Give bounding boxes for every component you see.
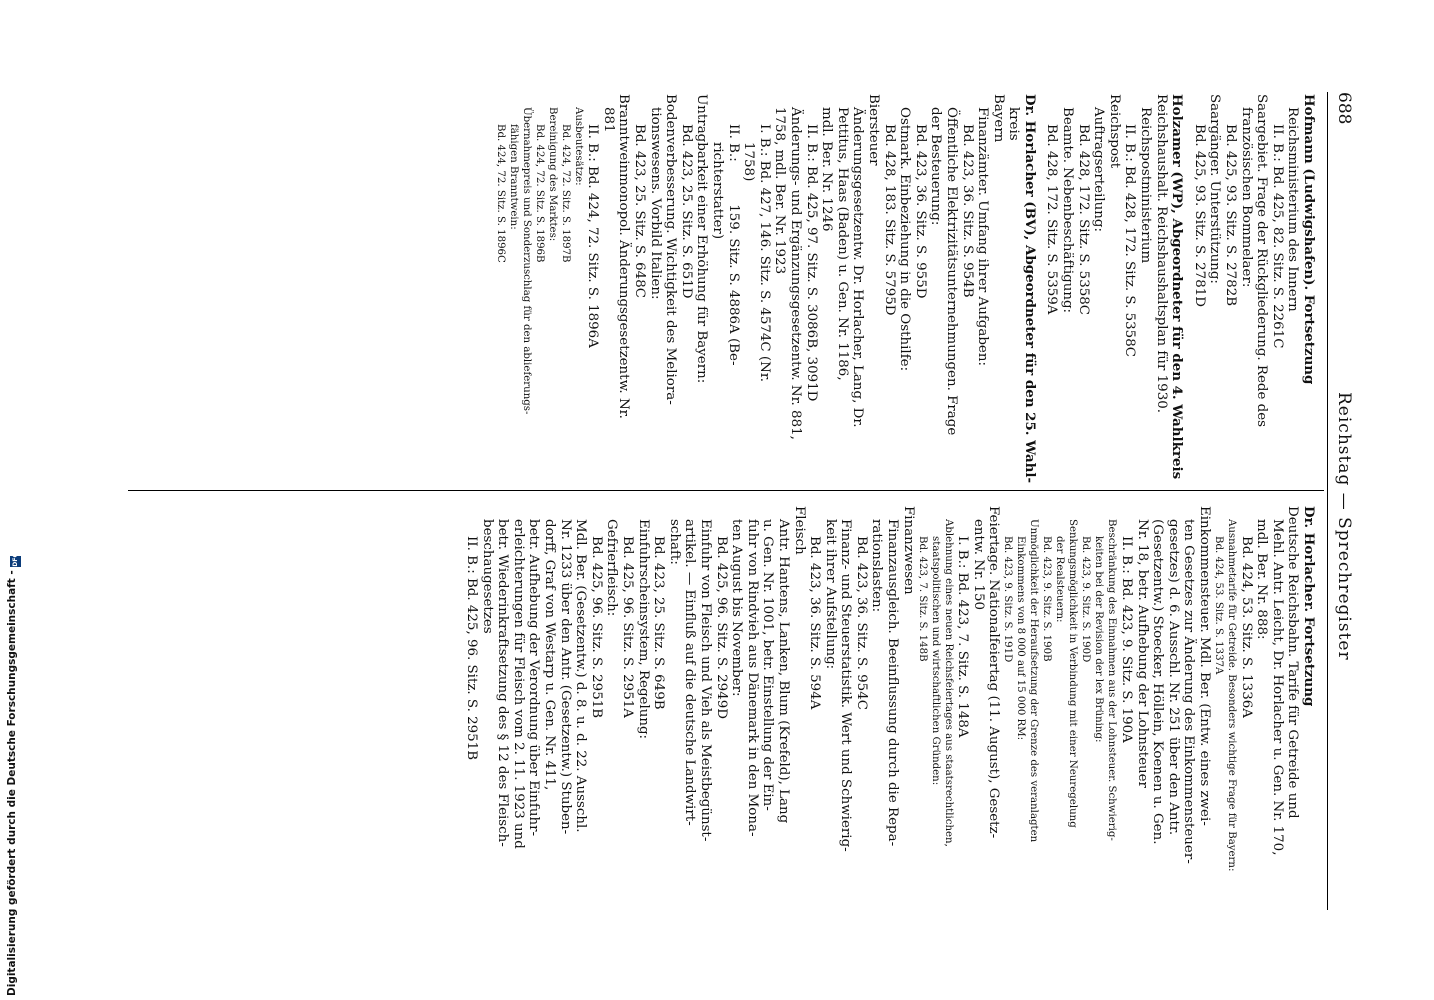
register-entry-line: 881 xyxy=(600,107,616,133)
register-entry-line: Holzamer (WP), Abgeordneter für den 4. Wahlkreis xyxy=(1169,94,1186,480)
header-rule xyxy=(1327,92,1328,910)
register-entry-line: (Gesetzentw.) Stoecker, Höllein, Koenen u. Gen. xyxy=(1150,519,1166,845)
register-entry-line: Bd. 424, 72. Sitz. S. 1896B xyxy=(533,124,545,263)
register-entry-line: Antr. Hantens, Lanken, Blum (Krefeld), Lang xyxy=(775,519,791,824)
register-entry-line: Saargebiet. Frage der Rückgliederung. Rede des xyxy=(1254,94,1270,428)
register-entry-line: dorff, Graf von Westarp u. Gen. Nr. 411, xyxy=(542,519,558,791)
register-entry-line: Bd. 425, 96. Sitz. S. 2951A xyxy=(620,536,635,718)
register-entry-line: Gefrierfleisch: xyxy=(604,519,620,617)
register-entry-line: Bd. 423, 7. Sitz. S. 148B xyxy=(916,536,928,662)
register-entry-line: Bd. 425, 96. Sitz. S. 2951B xyxy=(588,536,604,719)
register-entry-line: 1758, mdl. Ber. Nr. 1923 xyxy=(772,107,788,275)
register-entry-line: Einfuhr von Fleisch und Vieh als Meistbegünst- xyxy=(697,519,713,842)
register-entry-line: Bd. 423, 9. Sitz. S. 190D xyxy=(1080,536,1092,663)
left-column xyxy=(494,94,1316,484)
register-entry-line: mdl. Ber. Nr. 1246 xyxy=(819,107,835,232)
register-entry-line: Bd. 423, 36. Sitz. S. 954B xyxy=(959,124,975,298)
register-entry-line: II. B.: Bd. 425, 82. Sitz. S. 2261C xyxy=(1269,124,1285,349)
register-entry-line: Übernahmepreis und Sonderzuschlag für den ablieferungs- xyxy=(520,107,532,415)
register-entry-line: französischen Bommelaer: xyxy=(1238,107,1254,288)
register-entry-line: Bereinigung des Marktes: xyxy=(546,107,558,242)
register-entry-line: betr. Wiederinkraftsetzung des § 12 des Fleisch- xyxy=(495,519,511,847)
register-entry-line: entw. Nr. 150 xyxy=(970,519,986,611)
register-entry-line: Finanzämter. Umfang ihrer Aufgaben: xyxy=(975,107,991,366)
register-entry-line: schaft: xyxy=(666,519,682,565)
register-entry-line: Reichspost xyxy=(1106,94,1122,169)
register-entry-line: Bd. 423, 9. Sitz. S. 190B xyxy=(1041,536,1053,662)
register-entry-line: Finanz- und Steuerstatistik. Wert und Schwierig- xyxy=(838,519,854,852)
funding-text: Digitalisierung gefördert durch die Deutsche Forschungsgemeinschaft - xyxy=(6,570,18,996)
register-entry-line: Hofmann (Ludwigshafen). Fortsetzung xyxy=(1301,94,1317,385)
register-entry-line: der Realsteuern: xyxy=(1054,536,1066,623)
register-entry-line: kreis xyxy=(1006,107,1022,141)
register-entry-line: der Besteuerung: xyxy=(928,107,944,226)
register-entry-line: Bd. 423, 25. Sitz. S. 651D xyxy=(678,124,694,299)
register-entry-line: Bd. 424, 53. Sitz. S. 1337A xyxy=(1213,536,1225,675)
register-entry-line: Bodenverbesserung. Wichtigkeit des Meliora- xyxy=(663,94,679,405)
register-entry-line xyxy=(1184,94,1191,484)
register-entry-line: Reichshaushalt. Reichshaushaltsplan für 1930. xyxy=(1153,94,1169,413)
running-title: Reichstag — Sprechregister xyxy=(1334,392,1354,661)
register-entry-line: II. B.: Bd. 425, 96. Sitz. S. 2951B xyxy=(464,536,480,761)
register-entry-line: Ausnahmetarife für Getreide. Besonders wichtige Frage für Bayern: xyxy=(1226,519,1238,872)
register-entry-line: Nr. 1233 über den Antr. (Gesetzentw.) Stuben- xyxy=(557,519,573,835)
register-entry-line: Fleisch xyxy=(791,506,807,555)
register-entry-line: II. B.: 159. Sitz. S. 4886A (Be- xyxy=(725,124,741,366)
register-entry-line: fuhr von Rindvieh aus Dänemark in den Mona- xyxy=(744,519,760,837)
register-entry-line: I. B.: Bd. 427, 146. Sitz. S. 4574C (Nr. xyxy=(756,124,772,383)
register-entry-line: Bd. 428, 183. Sitz. S. 5795D xyxy=(881,124,897,316)
page-header xyxy=(1330,92,1354,910)
register-entry-line: Auftragserteilung: xyxy=(1091,107,1107,232)
register-entry-line: Saargänger. Unterstützung: xyxy=(1207,94,1223,284)
register-entry-line: Einkommens von 8 000 auf 15 000 RM: xyxy=(1015,536,1027,741)
register-entry-line: Bd. 428, 172. Sitz. S. 5358C xyxy=(1075,124,1091,316)
register-entry-line: Bd. 425, 93. Sitz. S. 2782B xyxy=(1223,124,1239,307)
register-entry-line: Bd. 423, 36. Sitz. S. 954C xyxy=(853,536,869,710)
register-entry-line: Feiertage. Nationalfeiertag (11. August), Gesetz- xyxy=(986,506,1002,839)
register-entry-line: Bayern xyxy=(990,94,1006,143)
register-entry-line: Reichsministerium des Innern xyxy=(1285,107,1301,312)
register-entry-line: II. B.: Bd. 423, 9. Sitz. S. 190A xyxy=(1119,536,1135,743)
register-entry-line: 1758) xyxy=(741,142,757,182)
register-entry-line: Bd. 423, 25. Sitz. S. 649B xyxy=(651,536,667,710)
register-entry-line: II. B.: Bd. 425, 97. Sitz. S. 3086B, 3091D xyxy=(803,124,819,402)
register-entry-line: Bd. 424, 72. Sitz. S. 1896C xyxy=(494,124,506,263)
register-entry-line: Mehl. Antr. Leicht, Dr. Horlacher u. Gen. Nr. 170, xyxy=(1269,519,1285,856)
register-entry-line: Änderungs- und Ergänzungsgesetzentw. Nr. 881, xyxy=(788,107,803,440)
register-entry-line: II. B.: Bd. 428, 172. Sitz. S. 5358C xyxy=(1122,124,1138,357)
register-entry-line: rationslasten: xyxy=(869,519,885,613)
register-entry-line: Reichspostministerium xyxy=(1138,107,1154,264)
register-entry-line: Einfuhrscheinsystem, Regelung: xyxy=(635,519,651,740)
column-divider xyxy=(128,490,1324,491)
register-entry-line: Finanzwesen xyxy=(900,506,916,595)
register-entry-line: Bd. 423, 9. Sitz. S. 191D xyxy=(1002,536,1014,663)
register-entry-line: Bd. 423, 36. Sitz. S. 594A xyxy=(807,536,823,710)
register-entry-line: richterstatter) xyxy=(710,142,726,240)
register-entry-line: Deutsche Reichsbahn. Tarife für Getreide und xyxy=(1285,506,1301,819)
register-entry-line: Dr. Horlacher. Fortsetzung xyxy=(1301,506,1317,707)
register-entry-line: Biersteuer xyxy=(865,94,881,166)
register-entry-line: keit ihrer Aufstellung: xyxy=(822,519,838,670)
register-entry-line: Nr. 18, betr. Aufhebung der Lohnsteuer xyxy=(1134,519,1150,788)
register-entry-line: Ausbeutesätze: xyxy=(572,107,584,186)
register-entry-line: Einkommensteuer. Mdl. Ber. (Entw. eines zwei- xyxy=(1197,506,1213,826)
register-entry-line: artikel. — Einfluß auf die deutsche Landwirt- xyxy=(682,519,698,826)
register-entry-line: Ostmark. Einbeziehung in die Osthilfe: xyxy=(897,107,913,372)
register-entry-line: Unmöglichkeit der Heraufsetzung der Grenze des veranlagten xyxy=(1028,519,1040,843)
register-entry-line: Senkungsmöglichkeit in Verbindung mit einer Neuregelung xyxy=(1067,519,1079,828)
register-entry-line: Branntweinmonopol. Änderungsgesetzentw. Nr. xyxy=(616,94,632,419)
register-entry-line: betr. Aufhebung der Verordnung über Einfuhr- xyxy=(526,519,542,837)
register-entry-line: Beschränkung des Einnahmen aus der Lohnsteuer. Schwierig- xyxy=(1106,519,1118,841)
register-entry-line: Bd. 423, 36. Sitz. S. 955D xyxy=(912,124,928,299)
register-entry-line: Mdl. Ber. (Gesetzentw.) d. 8. u. d. 22. Ausschl. xyxy=(573,519,589,833)
register-entry-line: Pettitus, Haas (Baden) u. Gen. Nr. 1186, xyxy=(834,107,850,381)
register-entry-line: Beamte. Nebenbeschäftigung: xyxy=(1060,107,1076,314)
register-entry-line: Bd. 428, 172. Sitz. S. 5359A xyxy=(1044,124,1060,315)
register-entry-line: ten August bis November: xyxy=(729,519,745,697)
register-entry-line: Bd. 423, 25. Sitz. S. 648C xyxy=(632,124,648,298)
register-entry-line: Untragbarkeit einer Erhöhung für Bayern: xyxy=(694,94,710,384)
register-entry-line: erleichterungen für Fleisch vom 2. 11. 1923 und xyxy=(510,519,526,849)
dfg-logo-icon: DFG xyxy=(12,552,19,567)
register-entry-line: II. B.: Bd. 424, 72. Sitz. S. 1896A xyxy=(585,124,601,348)
register-entry-line: Dr. Horlacher (BV), Abgeordneter für den 25. Wahl- xyxy=(1021,94,1038,484)
register-entry-line: fähigen Branntwein: xyxy=(507,124,519,230)
register-entry-line: Bd. 425, 93. Sitz. S. 2781D xyxy=(1191,124,1207,307)
register-entry-line: Ablehnung eines neuen Reichsfeiertages aus staatsrechtlichen, xyxy=(942,519,954,847)
register-entry-line: keiten bei der Revision der lex Brüning: xyxy=(1093,536,1105,743)
right-column xyxy=(463,506,1316,896)
register-entry-line: gesetzes) d. 6. Ausschl. Nr. 251 über den Antr. xyxy=(1165,519,1181,836)
register-entry-line: Öffentliche Elektrizitätsunternehmungen. Frage xyxy=(943,107,959,436)
register-entry-line: Finanzausgleich. Beeinflussung durch die Repa- xyxy=(885,519,901,847)
register-entry-line: u. Gen. Nr. 1001, betr. Einstellung der Ein- xyxy=(760,519,776,811)
register-entry-line xyxy=(1037,94,1044,484)
register-entry-line: tionswesens. Vorbild Italien: xyxy=(647,107,663,300)
page-number: 688 xyxy=(1334,92,1354,125)
register-entry-line: mdl. Ber. Nr. 888: xyxy=(1254,519,1270,640)
funding-note xyxy=(6,476,21,996)
register-entry-line: Bd. 424, 53. Sitz. S. 1336A xyxy=(1238,536,1254,718)
register-entry-line: Bd. 424, 72. Sitz. S. 1897B xyxy=(559,124,571,263)
register-entry-line: I. B.: Bd. 423, 7. Sitz. S. 148A xyxy=(955,536,971,738)
register-entry-line: Änderungsgesetzentw. Dr. Horlacher, Lang, Dr. xyxy=(850,107,866,428)
register-entry-line: staatspolitischen und wirtschaftlichen Gründen: xyxy=(929,536,941,786)
register-entry-line: beschaugesetzes xyxy=(479,519,495,634)
register-entry-line: ten Gesetzes zur Änderung des Einkommensteuer- xyxy=(1181,519,1197,864)
rotated-register-page xyxy=(100,92,1354,910)
register-entry-line: Bd. 425, 96. Sitz. S. 2949D xyxy=(713,536,729,719)
